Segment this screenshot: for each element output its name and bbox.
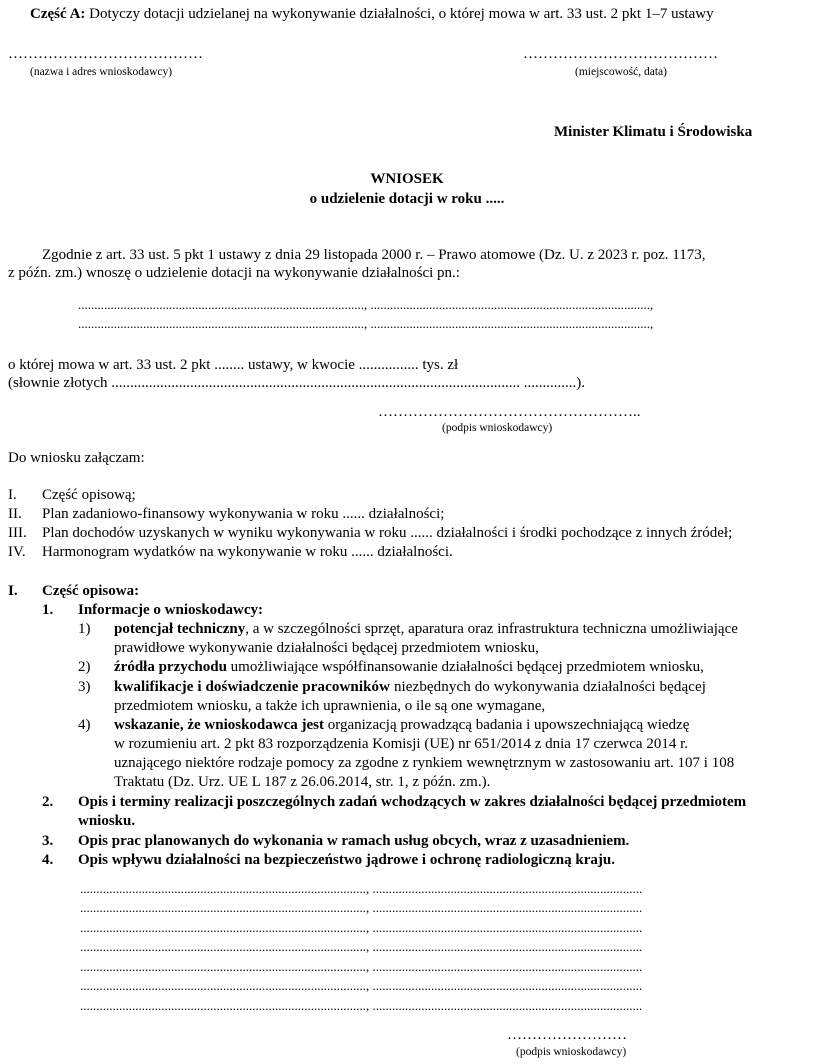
amount-line: o której mowa w art. 33 ust. 2 pkt ........ ustawy, w kwocie ................ tys. zł: [8, 357, 459, 373]
point-number: 4.: [42, 852, 54, 868]
subpoint-text: organizacją prowadzącą badania i upowszechniającą wiedzę: [324, 717, 690, 733]
part-heading: [30, 6, 714, 23]
subpoint-bold: wskazanie, że wnioskodawca jest: [114, 717, 324, 733]
document-title: WNIOSEK: [370, 171, 444, 187]
document-subtitle: o udzielenie dotacji w roku .....: [309, 191, 505, 207]
subpoint-bold: źródła przychodu: [114, 659, 227, 675]
point-title: wniosku.: [78, 813, 136, 829]
activity-name-blank-1[interactable]: ........................................................................................, ......................................................................................,: [78, 297, 654, 312]
signature-dots[interactable]: ……………………………………………..: [378, 404, 641, 420]
attachment-num: I.: [8, 487, 17, 503]
description-blank[interactable]: ........................................................................................, ...................................................................................: [80, 920, 643, 935]
description-blank[interactable]: ........................................................................................, ...................................................................................: [80, 978, 643, 993]
amount-in-words-line: (słownie złotych ............................................................................................................. ..............).: [8, 375, 586, 391]
signature-caption: (podpis wnioskodawcy): [442, 422, 553, 434]
place-dots[interactable]: …………………………………: [523, 46, 718, 62]
subpoint-bold: kwalifikacje i doświadczenie pracowników: [114, 679, 391, 695]
attachment-text: Plan dochodów uzyskanych w wyniku wykonywania w roku ...... działalności i środki pochodzące z innych źródeł;: [42, 525, 733, 541]
point-title: Opis i terminy realizacji poszczególnych zadań wchodzących w zakres działalności będącej przedmiotem: [78, 794, 747, 810]
subpoint-line: prawidłowe wykonywanie działalności będącej przedmiotem wniosku,: [114, 640, 539, 656]
attachment-num: III.: [8, 525, 27, 541]
subpoint-bold: potencjał techniczny: [114, 621, 246, 637]
addressee: Minister Klimatu i Środowiska: [554, 124, 753, 140]
point-number: 3.: [42, 833, 54, 849]
attachment-text: Harmonogram wydatków na wykonywanie w roku ...... działalności.: [42, 544, 453, 560]
attachments-heading: Do wniosku załączam:: [8, 450, 145, 466]
subpoint-number: 2): [78, 659, 91, 675]
applicant-caption: (nazwa i adres wnioskodawcy): [30, 66, 173, 78]
attachment-num: IV.: [8, 544, 26, 560]
attachment-text: Część opisową;: [42, 487, 136, 503]
description-blank[interactable]: ........................................................................................, ...................................................................................: [80, 900, 643, 915]
place-caption: (miejscowość, data): [575, 66, 667, 78]
subpoint-line: [114, 717, 689, 734]
applicant-dots[interactable]: …………………………………: [8, 46, 203, 62]
intro-line-2: z późn. zm.) wnoszę o udzielenie dotacji na wykonywanie działalności pn.:: [8, 265, 460, 281]
subpoint-line: Traktatu (Dz. Urz. UE L 187 z 26.06.2014, str. 1, z późn. zm.).: [114, 774, 491, 790]
point-title: Opis wpływu działalności na bezpieczeństwo jądrowe i ochronę radiologiczną kraju.: [78, 852, 615, 868]
point-number: 2.: [42, 794, 54, 810]
subpoint-line: uznającego niektóre rodzaje pomocy za zgodne z rynkiem wewnętrznym w zastosowaniu art. 107 i 108: [114, 755, 735, 771]
section-title: Część opisowa:: [42, 583, 140, 599]
part-label: Część A:: [30, 6, 86, 22]
description-blank[interactable]: ........................................................................................, ...................................................................................: [80, 881, 643, 896]
subpoint-number: 3): [78, 679, 91, 695]
subpoint-number: 4): [78, 717, 91, 733]
point-number: 1.: [42, 602, 54, 618]
description-blank[interactable]: ........................................................................................, ...................................................................................: [80, 998, 643, 1013]
activity-name-blank-2[interactable]: ........................................................................................, ......................................................................................,: [78, 316, 654, 331]
subpoint-text: niezbędnych do wykonywania działalności będącej: [390, 679, 707, 695]
subpoint-line: w rozumieniu art. 2 pkt 83 rozporządzenia Komisji (UE) nr 651/2014 z dnia 17 czerwca 2014 r.: [114, 736, 688, 752]
description-blank[interactable]: ........................................................................................, ...................................................................................: [80, 939, 643, 954]
intro-line-1: Zgodnie z art. 33 ust. 5 pkt 1 ustawy z dnia 29 listopada 2000 r. – Prawo atomowe (Dz. U. z 2023 r. poz. 1173,: [42, 247, 706, 263]
subpoint-line: [114, 679, 706, 696]
subpoint-number: 1): [78, 621, 91, 637]
signature-dots[interactable]: ……………………: [507, 1027, 627, 1043]
point-title: Informacje o wnioskodawcy:: [78, 602, 263, 618]
subpoint-line: przedmiotem wniosku, a także ich uprawnienia, o ile są one wymagane,: [114, 698, 546, 714]
attachment-text: Plan zadaniowo-finansowy wykonywania w roku ...... działalności;: [42, 506, 445, 522]
subpoint-line: [114, 659, 704, 676]
subpoint-line: [114, 621, 738, 638]
point-title: Opis prac planowanych do wykonania w ramach usług obcych, wraz z uzasadnieniem.: [78, 833, 630, 849]
part-text: Dotyczy dotacji udzielanej na wykonywanie działalności, o której mowa w art. 33 ust. 2 pkt 1–7 ustawy: [85, 6, 714, 22]
description-blank[interactable]: ........................................................................................, ...................................................................................: [80, 959, 643, 974]
attachment-num: II.: [8, 506, 22, 522]
subpoint-text: , a w szczególności sprzęt, aparatura oraz infrastruktura techniczna umożliwiające: [245, 621, 738, 637]
signature-caption: (podpis wnioskodawcy): [516, 1046, 627, 1058]
section-number: I.: [8, 583, 18, 599]
subpoint-text: umożliwiające współfinansowanie działalności będącej przedmiotem wniosku,: [226, 659, 704, 675]
